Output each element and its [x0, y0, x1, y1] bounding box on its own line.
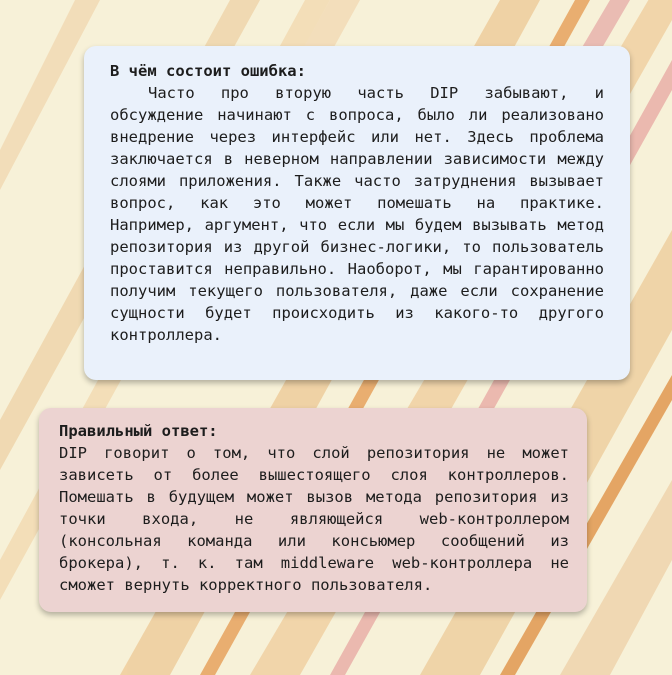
- error-card-title: В чём состоит ошибка:: [110, 62, 306, 80]
- error-card-text: Часто про вторую часть DIP забывают, и обсуждение начинают с вопроса, было ли реализовано внедрение через интерфейс или нет. Здесь проблема заключается в неверном направлении зависимости между слоями приложения. Также часто затруднения вызывает вопрос, как это может помешать на практике. Например, аргумент, что если мы будем вызывать метод репозитория из другой бизнес-логики, то пользователь проставится неправильно. Наоборот, мы гарантированно получим текущего пользователя, даже если сохранение сущности будет происходить из какого-то другого контроллера.: [110, 84, 604, 344]
- answer-card-title: Правильный ответ:: [59, 422, 218, 440]
- error-card: [84, 46, 630, 380]
- answer-card-text: DIP говорит о том, что слой репозитория не может зависеть от более вышестоящего слоя контроллеров. Помешать в будущем может вызов метода репозитория из точки входа, не являющейся web-контроллером (консольная команда или консьюмер сообщений из брокера), т. к. там middleware web-контроллера не сможет вернуть корректного пользователя.: [59, 444, 569, 594]
- answer-card: [39, 408, 587, 612]
